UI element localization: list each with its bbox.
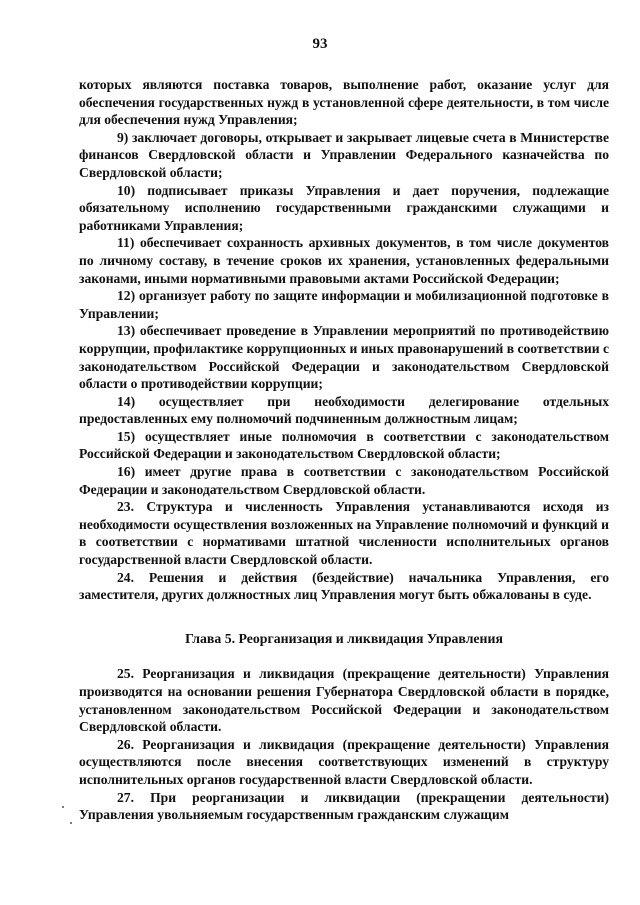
paragraph: 14) осуществляет при необходимости делегирование отдельных предоставленных ему полномочий подчиненным должностным лицам; — [79, 393, 609, 427]
paragraph: 26. Реорганизация и ликвидация (прекращение деятельности) Управления осуществляются после внесения соответствующих изменений в структуру исполнительных органов государственной власти Свердловской области. — [79, 736, 609, 787]
paragraph: 27. При реорганизации и ликвидации (прекращении деятельности) Управления увольняемым государственным гражданским служащим — [79, 789, 609, 823]
paragraph: 10) подписывает приказы Управления и дает поручения, подлежащие обязательному исполнению государственными гражданскими служащими и работниками Управления; — [79, 182, 609, 233]
paragraph: 12) организует работу по защите информации и мобилизационной подготовке в Управлении; — [79, 288, 609, 321]
paragraph: 24. Решения и действия (бездействие) начальника Управления, его заместителя, других должностных лиц Управления могут быть обжалованы в суде. — [79, 569, 609, 603]
chapter-heading: Глава 5. Реорганизация и ликвидация Управления — [185, 630, 503, 646]
paragraph: 9) заключает договоры, открывает и закрывает лицевые счета в Министерстве финансов Свердловской области и Управлении Федерального казначейства по Свердловской области; — [79, 129, 609, 180]
paragraph: которых являются поставка товаров, выполнение работ, оказание услуг для обеспечения государственных нужд в установленной сфере деятельности, в том числе для обеспечения нужд Управления; — [79, 77, 609, 128]
paragraph: 15) осуществляет иные полномочия в соответствии с законодательством Российской Федерации и законодательством Свердловской области; — [79, 428, 609, 462]
paragraphs-after-chapter — [79, 665, 609, 823]
scan-speck — [62, 806, 64, 808]
paragraph: 16) имеет другие права в соответствии с законодательством Российской Федерации и законодательством Свердловской области. — [79, 464, 609, 497]
paragraph: 23. Структура и численность Управления устанавливаются исходя из необходимости осуществления возложенных на Управление полномочий и функций и в соответствии с нормативами штатной численности исполнительных органов государственной власти Свердловской области. — [79, 499, 609, 568]
page-number: 93 — [312, 36, 328, 52]
paragraph: 11) обеспечивает сохранность архивных документов, в том числе документов по личному составу, в течение сроков их хранения, установленных федеральными законами, иными нормативными правовыми актами Российской Федерации; — [79, 235, 609, 286]
paragraph: 13) обеспечивает проведение в Управлении мероприятий по противодействию коррупции, профилактике коррупционных и иных правонарушений в соответствии с законодательством Российской Федерации и законодательством Свердловской области о противодействии коррупции; — [79, 323, 609, 392]
paragraphs-before-chapter — [79, 76, 609, 604]
scan-speck — [70, 822, 72, 824]
paragraph: 25. Реорганизация и ликвидация (прекращение деятельности) Управления производятся на основании решения Губернатора Свердловской области в порядке, установленном законодательством Российской Федерации и законодательством Свердловской области. — [79, 666, 609, 735]
document-body — [79, 76, 609, 824]
